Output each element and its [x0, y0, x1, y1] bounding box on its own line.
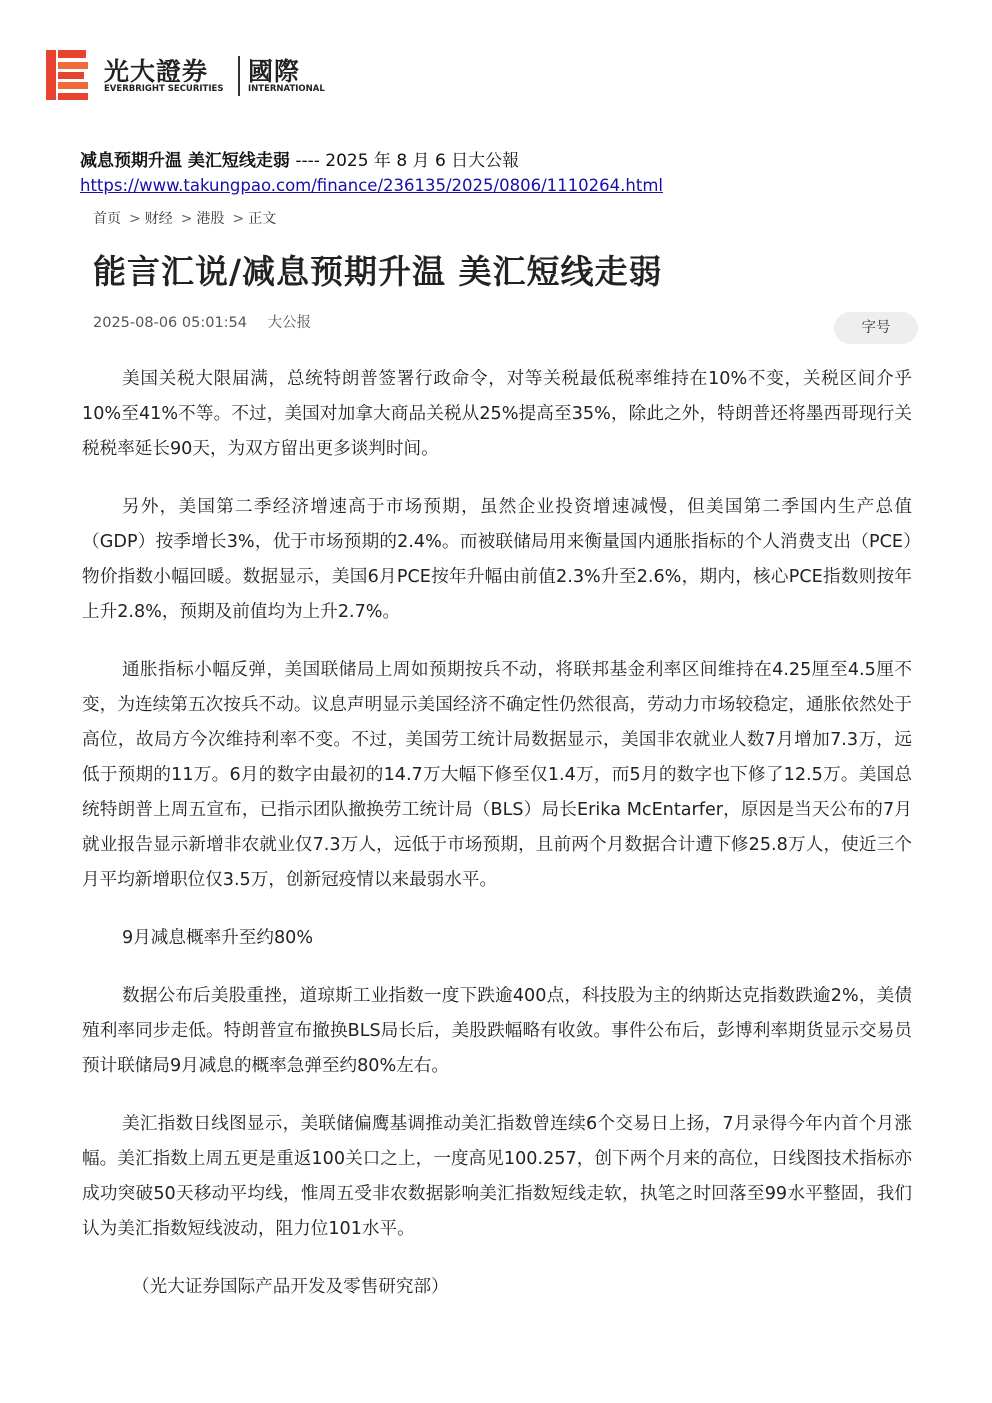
breadcrumb-article: 正文 — [248, 211, 277, 227]
article-paragraph: 通胀指标小幅反弹，美国联储局上周如预期按兵不动，将联邦基金利率区间维持在4.25厘至4.5厘不变，为连续第五次按兵不动。议息声明显示美国经济不确定性仍然很高，劳动力市场较稳定，通胀依然处于高位，故局方今次维持利率不变。不过，美国劳工统计局数据显示，美国非农就业人数7月增加7.3万，远低于预期的11万。6月的数字由最初的14.7万大幅下修至仅1.4万，而5月的数字也下修了12.5万。美国总统特朗普上周五宣布，已指示团队撤换劳工统计局（BLS）局长Erika McEntarfer，原因是当天公布的7月就业报告显示新增非农就业仅7.3万人，远低于市场预期，且前两个月数据合计遭下修25.8万人，使近三个月平均新增职位仅3.5万，创新冠疫情以来最弱水平。 — [82, 660, 912, 890]
brand-name-cn-2: 國際 — [248, 57, 301, 86]
breadcrumb-separator: > — [129, 211, 141, 227]
article-credit: （光大证券国际产品开发及零售研究部） — [132, 1277, 449, 1297]
brand-name-cn: 光大證券 — [104, 57, 209, 86]
brand-name-en: EVERBRIGHT SECURITIES — [104, 84, 224, 94]
article-meta — [93, 311, 311, 332]
everbright-logo-icon — [46, 48, 90, 102]
brand-logo — [46, 48, 346, 102]
article-subheading: 9月减息概率升至约80% — [122, 928, 314, 948]
publisher-name: 大公报 — [267, 315, 312, 331]
brand-divider — [238, 56, 240, 96]
breadcrumb-separator: > — [232, 211, 245, 227]
article-paragraph: 美汇指数日线图显示，美联储偏鹰基调推动美汇指数曾连续6个交易日上扬，7月录得今年内首个月涨幅。美汇指数上周五更是重返100关口之上，一度高见100.257，创下两个月来的高位，日线图技术指标亦成功突破50天移动平均线，惟周五受非农数据影响美汇指数短线走软，执笔之时回落至99水平整固，我们认为美汇指数短线波动，阻力位101水平。 — [82, 1114, 912, 1239]
article-paragraph: 另外，美国第二季经济增速高于市场预期，虽然企业投资增速减慢，但美国第二季国内生产总值（GDP）按季增长3%，优于市场预期的2.4%。而被联储局用来衡量国内通胀指标的个人消费支出（PCE）物价指数小幅回暖。数据显示，美国6月PCE按年升幅由前值2.3%升至2.6%，期内，核心PCE指数则按年上升2.8%，预期及前值均为上升2.7%。 — [82, 497, 912, 622]
article-headline: 能言汇说/减息预期升温 美汇短线走弱 — [93, 252, 663, 291]
breadcrumb-hk-stocks[interactable]: 港股 — [196, 211, 225, 227]
source-date-note: ---- 2025 年 8 月 6 日大公報 — [295, 151, 520, 171]
breadcrumb — [93, 208, 280, 228]
publish-datetime: 2025-08-06 05:01:54 — [93, 315, 247, 331]
article-body — [82, 362, 912, 1305]
breadcrumb-separator: > — [180, 211, 193, 227]
breadcrumb-home[interactable]: 首页 — [93, 211, 121, 227]
brand-name-en-2: INTERNATIONAL — [248, 84, 325, 94]
font-size-button[interactable]: 字号 — [834, 312, 918, 344]
source-line — [80, 146, 519, 171]
source-url-link[interactable]: https://www.takungpao.com/finance/236135/2025/0806/1110264.html — [80, 176, 663, 195]
source-title: 减息预期升温 美汇短线走弱 — [80, 151, 290, 171]
article-paragraph: 数据公布后美股重挫，道琼斯工业指数一度下跌逾400点，科技股为主的纳斯达克指数跌逾2%，美债殖利率同步走低。特朗普宣布撤换BLS局长后，美股跌幅略有收敛。事件公布后，彭博利率期货显示交易员预计联储局9月减息的概率急弹至约80%左右。 — [82, 986, 912, 1076]
article-paragraph: 美国关税大限届满，总统特朗普签署行政命令，对等关税最低税率维持在10%不变，关税区间介乎10%至41%不等。不过，美国对加拿大商品关税从25%提高至35%，除此之外，特朗普还将墨西哥现行关税税率延长90天，为双方留出更多谈判时间。 — [82, 369, 912, 459]
breadcrumb-finance[interactable]: 财经 — [144, 211, 173, 227]
